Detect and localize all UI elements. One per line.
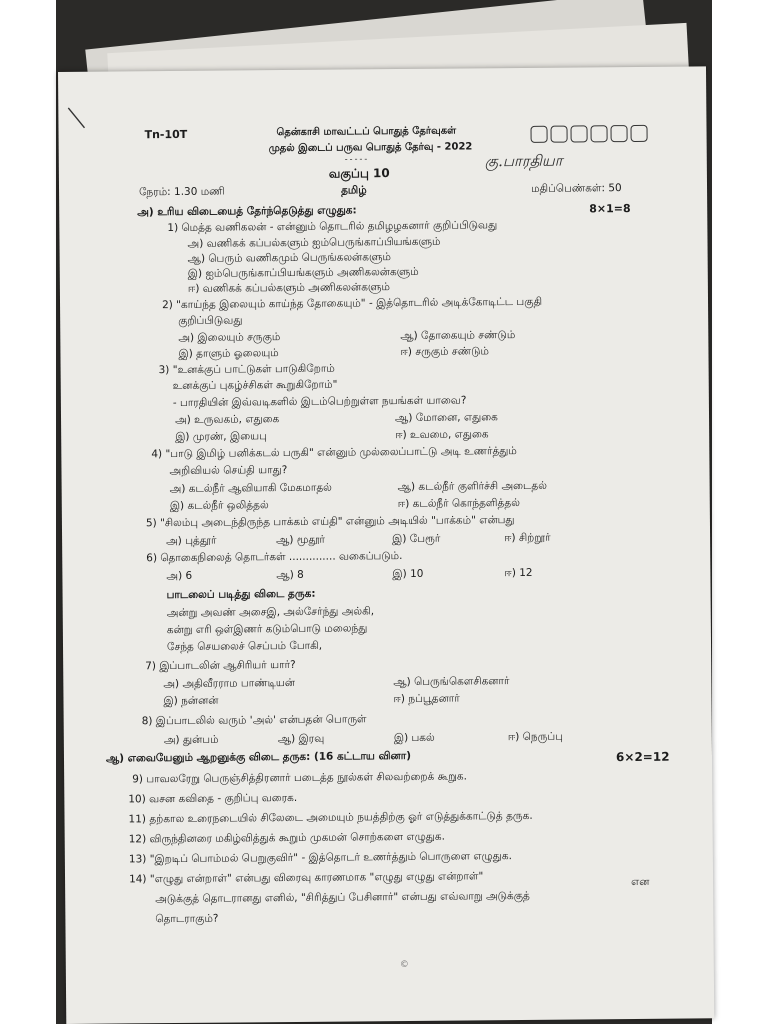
option: இ) முரண், இயைபு: [175, 430, 267, 443]
option: ஈ) சிற்றூர்: [504, 531, 551, 545]
option: இ) பேரூர்: [392, 532, 441, 546]
subject-title: தமிழ்: [340, 184, 367, 197]
option: ஆ) மோனை, எதுகை: [394, 411, 498, 425]
option: அ) இலையும் சருகும்: [178, 331, 281, 344]
question-6: 6) தொகைநிலைத் தொடர்கள் .............. வகைப்படும்.: [146, 550, 403, 565]
option: இ) ஐம்பெருங்காப்பியங்களும் அணிகலன்களும்: [187, 265, 419, 280]
option: இ) பகல்: [393, 731, 435, 745]
section-a-title: அ) உரிய விடையைத் தேர்ந்தெடுத்து எழுதுக:: [137, 204, 357, 219]
question-4: 4) "பாடு இமிழ் பனிக்கடல் பருகி" என்னும் முல்லைப்பாட்டு அடி உணர்த்தும்: [151, 445, 517, 461]
time-label: நேரம்: 1.30 மணி: [139, 185, 225, 199]
question-14-cont: தொடராகும்?: [155, 912, 219, 926]
question-11: 11) தற்கால உரைநடையில் சிலேடை அமையும் நயத்திற்கு ஓர் எடுத்துக்காட்டுத் தருக.: [128, 809, 533, 826]
question-3-cont: - பாரதியின் இவ்வடிகளில் இடம்பெற்றுள்ள நயங்கள் யாவை?: [172, 394, 467, 410]
poem-line: சேந்த செயலைச் செப்பம் போகி,: [166, 639, 323, 654]
section-a-score: 8×1=8: [589, 202, 631, 216]
poem-line: அன்று அவண் அசைஇ, அல்சேர்ந்து அல்கி,: [166, 605, 375, 620]
pen-mark: [62, 104, 92, 134]
option: ஆ) பெருங்கௌசிகனார்: [393, 675, 510, 689]
section-b-score: 6×2=12: [615, 749, 670, 765]
question-8: 8) இப்பாடலில் வரும் 'அல்' என்பதன் பொருள்: [141, 713, 367, 728]
option: ஈ) வணிகக் கப்பல்களும் அணிகலன்களும்: [187, 281, 390, 295]
option: அ) புத்தூர்: [166, 534, 217, 548]
exam-title: முதல் இடைப் பருவ பொதுத் தேர்வு - 2022: [268, 141, 473, 155]
paper-code: Tn-10T: [144, 127, 188, 142]
option: ஈ) சருகும் சண்டும்: [400, 345, 489, 359]
option: ஈ) கடல்நீர் கொந்தளித்தல்: [397, 496, 520, 511]
question-1: 1) மெத்த வணிகலன் - என்னும் தொடரில் தமிழழகனார் குறிப்பிடுவது: [167, 219, 498, 235]
question-7: 7) இப்பாடலின் ஆசிரியர் யார்?: [145, 658, 296, 673]
option: ஆ) பெரும் வணிகமும் பெருங்கலன்களும்: [187, 251, 391, 265]
student-name-handwritten: கு.பாரதியா: [484, 151, 563, 171]
poem-line: கன்று எரி ஒள்இணர் கடும்பொடு மலைந்து: [166, 622, 368, 637]
question-2: 2) "காய்ந்த இலையும் காய்ந்த தோகையும்" - இத்தொடரில் அடிக்கோடிட்ட பகுதி: [161, 295, 543, 312]
option: இ) தாளும் ஓலையும்: [178, 347, 279, 360]
option: ஈ) 12: [504, 566, 533, 580]
option: அ) துன்பம்: [163, 733, 219, 747]
question-4-cont: அறிவியல் செய்தி யாது?: [169, 464, 288, 478]
question-14-suffix: என: [631, 875, 650, 889]
option: அ) உருவகம், எதுகை: [174, 413, 280, 426]
option: அ) 6: [166, 569, 193, 583]
option: ஆ) கடல்நீர் குளிர்ச்சி அடைதல்: [397, 479, 547, 494]
option: அ) வணிகக் கப்பல்களும் ஐம்பெருங்காப்பியங்களும்: [187, 235, 441, 250]
option: ஆ) மூதூர்: [276, 533, 326, 547]
register-number-boxes: [530, 125, 647, 143]
option: ஆ) தோகையும் சண்டும்: [400, 329, 516, 343]
option: இ) நன்னன்: [163, 694, 219, 708]
option: ஆ) 8: [276, 568, 304, 582]
option: அ) கடல்நீர் ஆவியாகி மேகமாதல்: [169, 481, 332, 496]
option: ஆ) இரவு: [277, 732, 325, 746]
question-9: 9) பாவலரேறு பெருஞ்சித்திரனார் படைத்த நூல்கள் சிலவற்றைக் கூறுக.: [132, 770, 467, 786]
exam-paper: [58, 66, 714, 1024]
option: இ) கடல்நீர் ஒலித்தல்: [169, 499, 269, 513]
option: ஈ) நெருப்பு: [507, 730, 563, 744]
option: இ) 10: [392, 567, 424, 581]
org-title: தென்காசி மாவட்டப் பொதுத் தேர்வுகள்: [276, 125, 457, 139]
question-13: 13) "இறடிப் பொம்மல் பெறுகுவிர்" - இத்தொடர் உணர்த்தும் பொருளை எழுதுக.: [128, 850, 512, 866]
option: ஈ) நப்பூதனார்: [393, 692, 460, 706]
marks-label: மதிப்பெண்கள்: 50: [530, 182, 622, 195]
poem-title: பாடலைப் படித்து விடை தருக:: [166, 587, 316, 602]
option: ஈ) உவமை, எதுகை: [395, 428, 489, 442]
question-10: 10) வசன கவிதை - குறிப்பு வரைக.: [128, 791, 298, 806]
question-3: 3) "உனக்குப் பாட்டுகள் பாடுகிறோம்: [158, 362, 335, 377]
question-3-cont: உனக்குப் புகழ்ச்சிகள் கூறுகிறோம்": [172, 378, 338, 393]
question-14-cont: அடுக்குத் தொடரானது எனில், "சிரித்துப் பேசினார்" என்பது எவ்வாறு அடுக்குத்: [155, 889, 530, 906]
option: அ) அதிவீரராம பாண்டியன்: [163, 676, 296, 691]
question-5: 5) "சிலம்பு அடைந்திருந்த பாக்கம் எய்தி" என்னும் அடியில் "பாக்கம்" என்பது: [145, 514, 515, 530]
section-b-title: ஆ) எவையேனும் ஆறனுக்கு விடை தருக: (16 கட்டாய வினா): [105, 749, 412, 765]
question-14: 14) "எழுது என்றாள்" என்பது விரைவு காரணமாக "எழுது எழுது என்றாள்": [128, 870, 484, 886]
page-mark: ©: [399, 959, 409, 971]
class-title: வகுப்பு 10: [328, 166, 390, 181]
question-12: 12) விருந்தினரை மகிழ்வித்துக் கூறும் முகமன் சொற்களை எழுதுக.: [128, 830, 445, 846]
question-2-cont: குறிப்பிடுவது: [178, 314, 243, 327]
divider-dots: -----: [344, 154, 370, 164]
